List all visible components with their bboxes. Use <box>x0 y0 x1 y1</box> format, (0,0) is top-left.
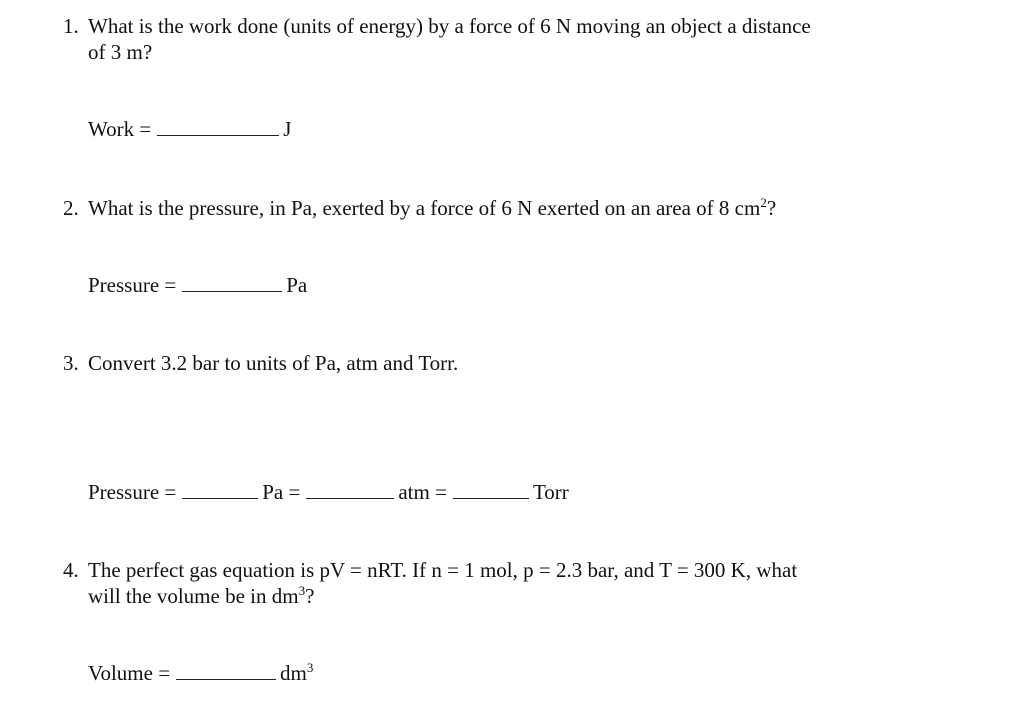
answer-unit-pa: Pa = <box>262 480 301 504</box>
superscript: 2 <box>760 195 767 210</box>
question-number: 1. <box>63 14 79 38</box>
question-text-continued: will the volume be in dm <box>88 584 299 608</box>
answer-label: Work = <box>88 117 152 141</box>
question-text: Convert 3.2 bar to units of Pa, atm and Torr. <box>88 351 459 375</box>
answer-pressure <box>88 272 307 298</box>
question-text-end: ? <box>766 196 777 220</box>
answer-unit: dm <box>280 661 307 685</box>
answer-label: Volume = <box>88 661 171 685</box>
answer-work <box>88 116 291 142</box>
answer-convert <box>88 479 569 505</box>
answer-blank-pa[interactable] <box>182 480 258 499</box>
question-3 <box>63 350 913 376</box>
answer-unit: J <box>283 117 292 141</box>
question-4 <box>63 557 913 609</box>
answer-volume <box>88 660 313 686</box>
answer-unit-torr: Torr <box>532 480 569 504</box>
answer-label: Pressure = <box>88 480 177 504</box>
answer-blank-work[interactable] <box>157 117 279 136</box>
answer-unit: Pa <box>286 273 308 297</box>
question-number: 3. <box>63 351 79 375</box>
superscript: 3 <box>306 660 314 675</box>
answer-blank-pressure[interactable] <box>182 273 282 292</box>
question-text: What is the pressure, in Pa, exerted by a force of 6 N exerted on an area of 8 cm <box>88 196 761 220</box>
superscript: 3 <box>298 583 306 598</box>
question-text-end: ? <box>305 584 315 608</box>
question-number: 2. <box>63 196 79 220</box>
answer-label: Pressure = <box>88 273 177 297</box>
question-2 <box>63 195 913 221</box>
question-text: What is the work done (units of energy) by a force of 6 N moving an object a distance <box>88 14 811 38</box>
question-number: 4. <box>63 558 79 582</box>
question-1 <box>63 13 913 65</box>
answer-blank-volume[interactable] <box>176 661 276 680</box>
answer-blank-atm[interactable] <box>306 480 394 499</box>
question-text: The perfect gas equation is pV = nRT. If n = 1 mol, p = 2.3 bar, and T = 300 K, what <box>88 558 798 582</box>
answer-blank-torr[interactable] <box>453 480 529 499</box>
answer-unit-atm: atm = <box>398 480 447 504</box>
question-text-continued: of 3 m? <box>88 40 153 64</box>
